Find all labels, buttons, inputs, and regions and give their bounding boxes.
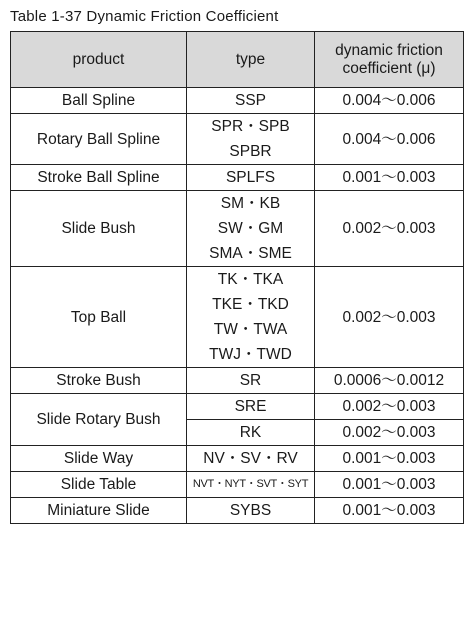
type-cell [187,191,315,267]
type-line: SM・KB [220,195,281,212]
type-cell: SYBS [187,498,315,524]
product-cell: Slide Table [11,472,187,498]
type-line: TW・TWA [213,321,288,338]
type-cell: NVT・NYT・SVT・SYT [187,472,315,498]
coefficient-cell: 0.002～0.003 [315,420,464,446]
product-cell: Stroke Bush [11,368,187,394]
type-cell: SPLFS [187,165,315,191]
type-cell: SRE [187,394,315,420]
table-row [11,88,464,114]
type-line: SPR・SPB [211,118,290,135]
table-row [11,165,464,191]
table-row [11,267,464,368]
product-cell: Slide Rotary Bush [11,394,187,446]
product-cell: Miniature Slide [11,498,187,524]
table-row [11,191,464,267]
type-line: TKE・TKD [212,296,289,313]
product-cell: Slide Way [11,446,187,472]
product-cell: Slide Bush [11,191,187,267]
coefficient-cell: 0.002～0.003 [315,267,464,368]
table-row [11,498,464,524]
table-row [11,114,464,165]
product-cell: Rotary Ball Spline [11,114,187,165]
coefficient-cell: 0.001～0.003 [315,165,464,191]
product-cell: Ball Spline [11,88,187,114]
type-cell: SR [187,368,315,394]
table-row [11,394,464,420]
type-cell [187,114,315,165]
header-product: product [11,32,187,88]
header-coefficient-line1: dynamic friction [335,41,443,59]
coefficient-cell: 0.004～0.006 [315,114,464,165]
table-caption: Table 1-37 Dynamic Friction Coefficient [10,8,279,25]
coefficient-cell: 0.001～0.003 [315,498,464,524]
table-row [11,446,464,472]
header-coefficient-line2: coefficient (μ) [342,59,436,77]
coefficient-cell: 0.001～0.003 [315,472,464,498]
header-coefficient [315,32,464,88]
table-header-row [11,32,464,88]
coefficient-cell: 0.0006～0.0012 [315,368,464,394]
type-cell: NV・SV・RV [187,446,315,472]
type-cell: SSP [187,88,315,114]
coefficient-cell: 0.002～0.003 [315,394,464,420]
coefficient-cell: 0.001～0.003 [315,446,464,472]
friction-coefficient-table [10,31,464,524]
header-type: type [187,32,315,88]
product-cell: Stroke Ball Spline [11,165,187,191]
table-row [11,472,464,498]
type-line: TWJ・TWD [209,346,292,363]
type-line: SW・GM [217,220,284,237]
type-line: SPBR [229,143,272,160]
type-cell: RK [187,420,315,446]
table-row [11,368,464,394]
coefficient-cell: 0.004～0.006 [315,88,464,114]
coefficient-cell: 0.002～0.003 [315,191,464,267]
type-cell [187,267,315,368]
product-cell: Top Ball [11,267,187,368]
type-line: TK・TKA [217,271,284,288]
type-line: SMA・SME [209,245,292,262]
